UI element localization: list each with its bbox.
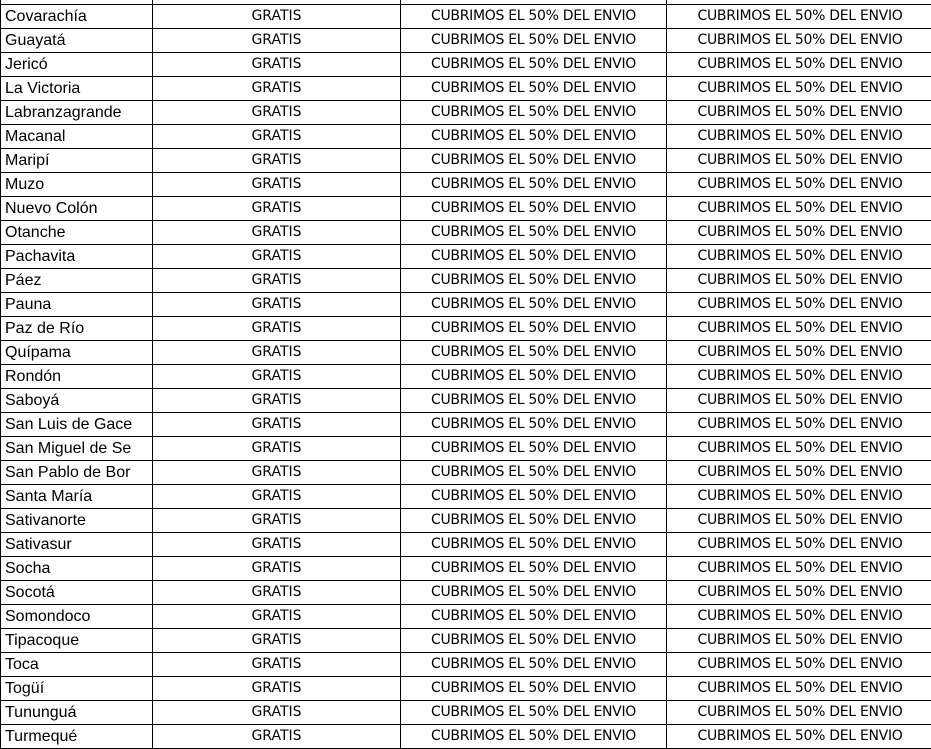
municipio-cell[interactable]: Macanal [1, 125, 153, 149]
envio-cobertura-cell[interactable]: CUBRIMOS EL 50% DEL ENVIO [667, 293, 931, 317]
table-row [1, 725, 931, 749]
envio-cobertura-cell[interactable]: CUBRIMOS EL 50% DEL ENVIO [401, 581, 667, 605]
table-row [1, 581, 931, 605]
table-row [1, 389, 931, 413]
envio-cobertura-cell[interactable]: CUBRIMOS EL 50% DEL ENVIO [401, 725, 667, 749]
envio-cobertura-cell[interactable]: CUBRIMOS EL 50% DEL ENVIO [667, 29, 931, 53]
envio-gratis-cell[interactable]: GRATIS [153, 557, 401, 581]
envio-gratis-cell[interactable]: GRATIS [153, 341, 401, 365]
envio-gratis-cell[interactable]: GRATIS [153, 77, 401, 101]
envio-cobertura-cell[interactable]: CUBRIMOS EL 50% DEL ENVIO [667, 653, 931, 677]
envio-cobertura-cell[interactable]: CUBRIMOS EL 50% DEL ENVIO [401, 605, 667, 629]
table-row [1, 29, 931, 53]
envio-gratis-cell[interactable]: GRATIS [153, 53, 401, 77]
table-row [1, 533, 931, 557]
envio-cobertura-cell[interactable]: CUBRIMOS EL 50% DEL ENVIO [667, 461, 931, 485]
municipio-cell[interactable]: Togüí [1, 677, 153, 701]
municipio-cell[interactable]: Páez [1, 269, 153, 293]
envio-cobertura-cell[interactable]: CUBRIMOS EL 50% DEL ENVIO [667, 269, 931, 293]
envio-cobertura-cell[interactable]: CUBRIMOS EL 50% DEL ENVIO [401, 221, 667, 245]
table-row [1, 605, 931, 629]
table-row [1, 701, 931, 725]
envio-cobertura-cell[interactable]: CUBRIMOS EL 50% DEL ENVIO [667, 125, 931, 149]
municipio-cell[interactable]: Paz de Río [1, 317, 153, 341]
envio-gratis-cell[interactable]: GRATIS [153, 509, 401, 533]
municipio-cell[interactable]: Rondón [1, 365, 153, 389]
envio-gratis-cell[interactable]: GRATIS [153, 725, 401, 749]
envio-cobertura-cell[interactable]: CUBRIMOS EL 50% DEL ENVIO [401, 413, 667, 437]
envio-gratis-cell[interactable]: GRATIS [153, 485, 401, 509]
envio-gratis-cell[interactable]: GRATIS [153, 701, 401, 725]
envio-cobertura-cell[interactable]: CUBRIMOS EL 50% DEL ENVIO [667, 77, 931, 101]
table-row [1, 221, 931, 245]
envio-gratis-cell[interactable]: GRATIS [153, 389, 401, 413]
envio-gratis-cell[interactable]: GRATIS [153, 437, 401, 461]
envio-cobertura-cell[interactable]: CUBRIMOS EL 50% DEL ENVIO [401, 509, 667, 533]
envio-cobertura-cell[interactable]: CUBRIMOS EL 50% DEL ENVIO [401, 317, 667, 341]
envio-cobertura-cell[interactable]: CUBRIMOS EL 50% DEL ENVIO [401, 701, 667, 725]
envio-gratis-cell[interactable]: GRATIS [153, 677, 401, 701]
municipio-cell[interactable]: Jericó [1, 53, 153, 77]
envio-cobertura-cell[interactable]: CUBRIMOS EL 50% DEL ENVIO [401, 125, 667, 149]
table-row [1, 413, 931, 437]
envio-cobertura-cell[interactable]: CUBRIMOS EL 50% DEL ENVIO [667, 413, 931, 437]
table-row [1, 293, 931, 317]
municipio-cell[interactable]: Santa María [1, 485, 153, 509]
table-row [1, 509, 931, 533]
envio-cobertura-cell[interactable]: CUBRIMOS EL 50% DEL ENVIO [667, 701, 931, 725]
municipio-cell[interactable]: Socha [1, 557, 153, 581]
table-row [1, 365, 931, 389]
envio-cobertura-cell[interactable]: CUBRIMOS EL 50% DEL ENVIO [667, 485, 931, 509]
envio-cobertura-cell[interactable]: CUBRIMOS EL 50% DEL ENVIO [401, 293, 667, 317]
envio-cobertura-cell[interactable]: CUBRIMOS EL 50% DEL ENVIO [667, 173, 931, 197]
municipio-cell[interactable]: Sativasur [1, 533, 153, 557]
envio-gratis-cell[interactable]: GRATIS [153, 413, 401, 437]
envio-gratis-cell[interactable]: GRATIS [153, 581, 401, 605]
table-row [1, 245, 931, 269]
envio-cobertura-cell[interactable]: CUBRIMOS EL 50% DEL ENVIO [667, 197, 931, 221]
envio-cobertura-cell[interactable]: CUBRIMOS EL 50% DEL ENVIO [401, 557, 667, 581]
envio-gratis-cell[interactable]: GRATIS [153, 5, 401, 29]
municipio-cell[interactable]: Labranzagrande [1, 101, 153, 125]
envio-gratis-cell[interactable]: GRATIS [153, 221, 401, 245]
envio-cobertura-cell[interactable]: CUBRIMOS EL 50% DEL ENVIO [667, 149, 931, 173]
envio-gratis-cell[interactable]: GRATIS [153, 317, 401, 341]
table-row [1, 653, 931, 677]
envio-cobertura-cell[interactable]: CUBRIMOS EL 50% DEL ENVIO [401, 29, 667, 53]
envio-cobertura-cell[interactable]: CUBRIMOS EL 50% DEL ENVIO [667, 101, 931, 125]
envio-cobertura-cell[interactable]: CUBRIMOS EL 50% DEL ENVIO [667, 5, 931, 29]
envio-gratis-cell[interactable]: GRATIS [153, 245, 401, 269]
envio-gratis-cell[interactable]: GRATIS [153, 173, 401, 197]
table-row [1, 77, 931, 101]
municipio-cell[interactable]: Turmequé [1, 725, 153, 749]
table-row [1, 5, 931, 29]
envio-cobertura-cell[interactable]: CUBRIMOS EL 50% DEL ENVIO [667, 581, 931, 605]
envio-gratis-cell[interactable]: GRATIS [153, 197, 401, 221]
municipio-cell[interactable]: La Victoria [1, 77, 153, 101]
municipio-cell[interactable]: Otanche [1, 221, 153, 245]
envio-gratis-cell[interactable]: GRATIS [153, 629, 401, 653]
envio-cobertura-cell[interactable]: CUBRIMOS EL 50% DEL ENVIO [401, 461, 667, 485]
table-row [1, 101, 931, 125]
envio-gratis-cell[interactable]: GRATIS [153, 653, 401, 677]
municipio-cell[interactable]: Quípama [1, 341, 153, 365]
envio-cobertura-cell[interactable]: CUBRIMOS EL 50% DEL ENVIO [401, 677, 667, 701]
envio-gratis-cell[interactable]: GRATIS [153, 533, 401, 557]
envio-cobertura-cell[interactable]: CUBRIMOS EL 50% DEL ENVIO [667, 629, 931, 653]
table-row [1, 677, 931, 701]
envio-cobertura-cell[interactable]: CUBRIMOS EL 50% DEL ENVIO [667, 245, 931, 269]
envio-gratis-cell[interactable]: GRATIS [153, 29, 401, 53]
municipio-cell[interactable]: Somondoco [1, 605, 153, 629]
envio-gratis-cell[interactable]: GRATIS [153, 125, 401, 149]
table-row [1, 629, 931, 653]
envio-cobertura-cell[interactable]: CUBRIMOS EL 50% DEL ENVIO [667, 365, 931, 389]
envio-gratis-cell[interactable]: GRATIS [153, 461, 401, 485]
envio-cobertura-cell[interactable]: CUBRIMOS EL 50% DEL ENVIO [667, 341, 931, 365]
envio-cobertura-cell[interactable]: CUBRIMOS EL 50% DEL ENVIO [667, 725, 931, 749]
envio-gratis-cell[interactable]: GRATIS [153, 149, 401, 173]
municipio-cell[interactable]: Sativanorte [1, 509, 153, 533]
table-row [1, 317, 931, 341]
envio-cobertura-cell[interactable]: CUBRIMOS EL 50% DEL ENVIO [401, 485, 667, 509]
municipio-cell[interactable]: San Miguel de Se [1, 437, 153, 461]
table-row [1, 197, 931, 221]
municipio-cell[interactable]: Saboyá [1, 389, 153, 413]
table-row [1, 461, 931, 485]
municipio-cell[interactable]: Tununguá [1, 701, 153, 725]
envio-cobertura-cell[interactable]: CUBRIMOS EL 50% DEL ENVIO [667, 389, 931, 413]
envio-cobertura-cell[interactable]: CUBRIMOS EL 50% DEL ENVIO [401, 149, 667, 173]
envio-cobertura-cell[interactable]: CUBRIMOS EL 50% DEL ENVIO [401, 53, 667, 77]
envio-cobertura-cell[interactable]: CUBRIMOS EL 50% DEL ENVIO [667, 677, 931, 701]
envio-cobertura-cell[interactable]: CUBRIMOS EL 50% DEL ENVIO [401, 101, 667, 125]
table-row [1, 53, 931, 77]
envio-cobertura-cell[interactable]: CUBRIMOS EL 50% DEL ENVIO [401, 629, 667, 653]
table-row [1, 149, 931, 173]
table-row [1, 557, 931, 581]
municipio-cell[interactable]: Guayatá [1, 29, 153, 53]
municipio-cell[interactable]: Covarachía [1, 5, 153, 29]
shipping-table-body [1, 0, 931, 749]
envio-cobertura-cell[interactable]: CUBRIMOS EL 50% DEL ENVIO [401, 77, 667, 101]
envio-cobertura-cell[interactable]: CUBRIMOS EL 50% DEL ENVIO [401, 389, 667, 413]
envio-cobertura-cell[interactable]: CUBRIMOS EL 50% DEL ENVIO [401, 173, 667, 197]
municipio-cell[interactable]: Socotá [1, 581, 153, 605]
municipio-cell[interactable]: Muzo [1, 173, 153, 197]
table-row [1, 485, 931, 509]
table-row [1, 437, 931, 461]
envio-cobertura-cell[interactable]: CUBRIMOS EL 50% DEL ENVIO [667, 533, 931, 557]
envio-cobertura-cell[interactable]: CUBRIMOS EL 50% DEL ENVIO [667, 53, 931, 77]
table-row [1, 269, 931, 293]
municipio-cell[interactable]: Maripí [1, 149, 153, 173]
municipio-cell[interactable]: Tipacoque [1, 629, 153, 653]
table-row [1, 125, 931, 149]
municipio-cell[interactable]: Nuevo Colón [1, 197, 153, 221]
envio-cobertura-cell[interactable]: CUBRIMOS EL 50% DEL ENVIO [667, 605, 931, 629]
table-row [1, 341, 931, 365]
envio-cobertura-cell[interactable]: CUBRIMOS EL 50% DEL ENVIO [401, 197, 667, 221]
municipio-cell[interactable]: Pachavita [1, 245, 153, 269]
envio-gratis-cell[interactable]: GRATIS [153, 605, 401, 629]
table-row [1, 173, 931, 197]
municipio-cell[interactable]: Toca [1, 653, 153, 677]
envio-gratis-cell[interactable]: GRATIS [153, 269, 401, 293]
envio-cobertura-cell[interactable]: CUBRIMOS EL 50% DEL ENVIO [401, 341, 667, 365]
envio-cobertura-cell[interactable]: CUBRIMOS EL 50% DEL ENVIO [401, 653, 667, 677]
envio-cobertura-cell[interactable]: CUBRIMOS EL 50% DEL ENVIO [401, 365, 667, 389]
envio-gratis-cell[interactable]: GRATIS [153, 293, 401, 317]
envio-cobertura-cell[interactable]: CUBRIMOS EL 50% DEL ENVIO [401, 245, 667, 269]
envio-gratis-cell[interactable]: GRATIS [153, 101, 401, 125]
envio-cobertura-cell[interactable]: CUBRIMOS EL 50% DEL ENVIO [667, 317, 931, 341]
envio-cobertura-cell[interactable]: CUBRIMOS EL 50% DEL ENVIO [401, 269, 667, 293]
municipio-cell[interactable]: San Pablo de Bor [1, 461, 153, 485]
envio-cobertura-cell[interactable]: CUBRIMOS EL 50% DEL ENVIO [401, 533, 667, 557]
envio-cobertura-cell[interactable]: CUBRIMOS EL 50% DEL ENVIO [401, 5, 667, 29]
envio-cobertura-cell[interactable]: CUBRIMOS EL 50% DEL ENVIO [667, 557, 931, 581]
municipio-cell[interactable]: Pauna [1, 293, 153, 317]
envio-cobertura-cell[interactable]: CUBRIMOS EL 50% DEL ENVIO [667, 221, 931, 245]
municipio-cell[interactable]: San Luis de Gace [1, 413, 153, 437]
envio-cobertura-cell[interactable]: CUBRIMOS EL 50% DEL ENVIO [401, 437, 667, 461]
envio-cobertura-cell[interactable]: CUBRIMOS EL 50% DEL ENVIO [667, 437, 931, 461]
envio-cobertura-cell[interactable]: CUBRIMOS EL 50% DEL ENVIO [667, 509, 931, 533]
envio-gratis-cell[interactable]: GRATIS [153, 365, 401, 389]
